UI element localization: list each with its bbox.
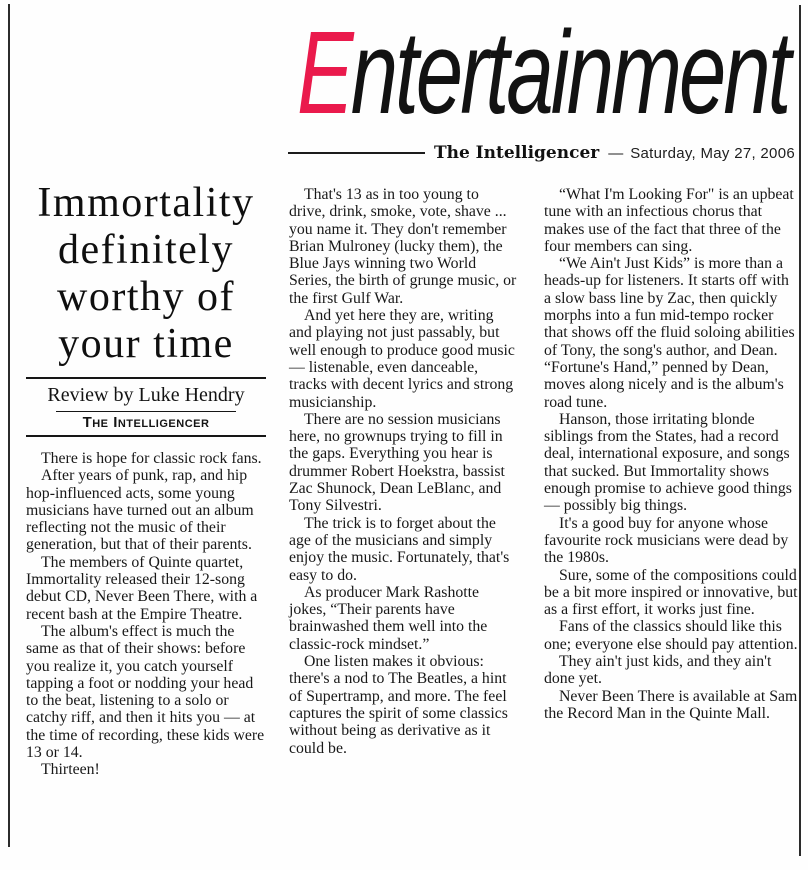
section-title-initial: E	[297, 7, 351, 139]
article-paragraph: Hanson, those irritating blonde siblings from the States, had a record deal, international exposure, and songs that sucked. But Immortality shows enough promise to achieve good things — possibly big things.	[544, 410, 792, 515]
byline: Review by Luke Hendry	[47, 384, 245, 406]
headline-line: your time	[58, 321, 234, 367]
article-paragraph: The trick is to forget about the age of the musicians and simply enjoy the music. Fortunately, that's easy to do.	[289, 514, 510, 584]
article-text-column-1	[26, 450, 266, 779]
publication-name: The Intelligencer	[433, 143, 600, 163]
article-paragraph: That's 13 as in too young to drive, drink, smoke, vote, shave ... you name it. They don't remember Brian Mulroney (lucky them), the Blue Jays winning two World Series, the birth of grunge music, or the first Gulf War.	[289, 186, 517, 307]
article-paragraph: As producer Mark Rashotte jokes, “Their parents have brainwashed them well into the classic-rock mindset.”	[289, 583, 488, 653]
article-paragraph: One listen makes it obvious: there's a nod to The Beatles, a hint of Supertramp, and more. The feel captures the spirit of some classics without being as derivative as it could be.	[289, 653, 508, 757]
article-paragraph: It's a good buy for anyone whose favourite rock musicians were dead by the 1980s.	[544, 514, 789, 567]
article-paragraph: “What I'm Looking For" is an upbeat tune with an infectious chorus that makes use of the fact that three of the four members can sing.	[544, 186, 794, 255]
section-title	[297, 7, 789, 139]
article-text-column-2	[289, 186, 519, 757]
publication-date: Saturday, May 27, 2006	[630, 144, 795, 162]
dateline-separator: —	[608, 144, 624, 162]
section-title-rest: ntertainment	[350, 7, 789, 139]
byline-credit: The Intelligencer	[82, 414, 210, 431]
article-paragraph: And yet here they are, writing and playing not just passably, but well enough to produce good music — listenable, even danceable, tracks with decent lyrics and strong musicianship.	[289, 307, 515, 411]
article-paragraph: Thirteen!	[41, 761, 100, 779]
headline-line: Immortality	[37, 180, 255, 226]
page-left-border-rule	[8, 4, 10, 847]
article-paragraph: “We Ain't Just Kids” is more than a heads-up for listeners. It starts off with a slow bass line by Zac, then quickly morphs into a fun mid-tempo rocker that shows off the fluid soloing abilities of Tony, the song's author, and Dean. “Fortune's Hand,” penned by Dean, moves along nicely and is the album's road tune.	[544, 255, 795, 411]
column-3	[544, 186, 798, 722]
article-paragraph: The album's effect is much the same as that of their shows: before you realize it, you catch yourself tapping a foot or nodding your head to the beat, listening to a solo or catchy riff, and then it hits you — at the time of recording, these kids were 13 or 14.	[26, 622, 265, 762]
article-paragraph: Never Been There is available at Sam the Record Man in the Quinte Mall.	[544, 687, 798, 722]
article-paragraph: After years of punk, rap, and hip hop-influenced acts, some young musicians have turned out an album reflecting not the music of their generation, but that of their parents.	[26, 467, 254, 554]
column-1	[26, 180, 266, 779]
article-paragraph: Sure, some of the compositions could be a bit more inspired or innovative, but as a first effort, it works just fine.	[544, 566, 798, 619]
column-2	[289, 186, 519, 757]
headline-line: definitely	[58, 227, 234, 273]
headline-line: worthy of	[57, 274, 235, 320]
article-text-column-3	[544, 186, 798, 722]
article-paragraph: Fans of the classics should like this one; everyone else should pay attention.	[544, 618, 798, 653]
article-paragraph: They ain't just kids, and they ain't done yet.	[544, 653, 772, 688]
article-paragraph: The members of Quinte quartet, Immortality released their 12-song debut CD, Never Been There, with a recent bash at the Empire Theatre.	[26, 553, 258, 623]
dateline-rule	[288, 152, 425, 154]
page-right-border-rule	[799, 5, 801, 856]
article-paragraph: There are no session musicians here, no grownups trying to fill in the gaps. Everything you hear is drummer Robert Hoekstra, bassist Zac Shunock, Dean LeBlanc, and Tony Silvestri.	[289, 410, 505, 515]
byline-block	[26, 377, 266, 437]
article-headline	[26, 180, 266, 368]
article-paragraph: There is hope for classic rock fans.	[41, 450, 262, 467]
dateline	[288, 141, 795, 165]
